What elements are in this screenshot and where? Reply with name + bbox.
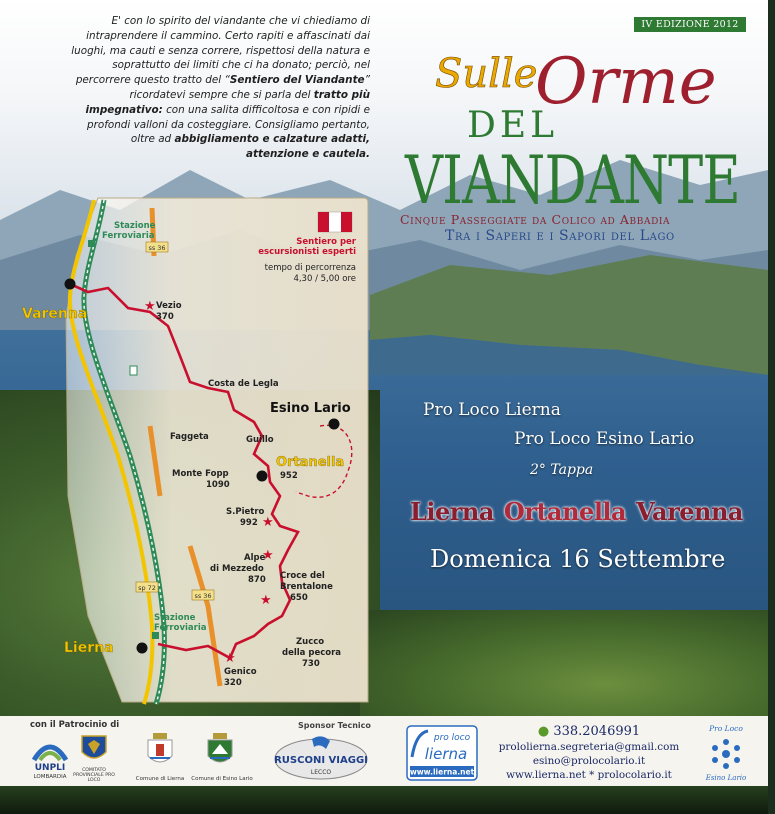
comune-lierna-label: Comune di Lierna xyxy=(135,776,185,782)
sponsor-label: Sponsor Tecnico xyxy=(298,721,371,730)
ortanella-altitude: 952 xyxy=(280,471,298,481)
faggeta-label: Faggeta xyxy=(170,432,209,442)
costa-legla-label: Costa de Legla xyxy=(208,379,279,389)
station-top-label: Stazione Ferroviaria xyxy=(102,221,156,241)
station-bottom-icon xyxy=(152,632,159,639)
route-start: Lierna xyxy=(410,497,494,526)
esino-crest-icon xyxy=(204,732,236,770)
ortanella-label: Ortanella xyxy=(276,455,345,470)
trail-map xyxy=(22,196,370,706)
varenna-label: Varenna xyxy=(22,306,88,322)
spietro-star: ★ xyxy=(262,515,274,530)
brentalone-label: Croce del Brentalone 650 xyxy=(280,571,333,603)
title-orme: Orme xyxy=(535,45,717,119)
stage-label: 2° Tappa xyxy=(530,462,594,478)
svg-text:RUSCONI VIAGGI: RUSCONI VIAGGI xyxy=(274,755,368,766)
organizer-esino: Pro Loco Esino Lario xyxy=(514,429,695,449)
intro-bold: abbigliamento e calzature adatti, attenzione e cautela. xyxy=(174,133,370,161)
route-end: Varenna xyxy=(636,497,743,526)
intro-part: ” ricordatevi sempre che si parla del xyxy=(129,74,370,101)
svg-text:www.lierna.net: www.lierna.net xyxy=(409,767,475,777)
lierna-crest-icon xyxy=(144,732,176,770)
footer-bottom-strip xyxy=(0,786,768,814)
proloco-lierna-logo xyxy=(406,725,478,781)
email-lierna[interactable]: prololierna.segreteria@gmail.com xyxy=(498,741,680,753)
lierna-marker xyxy=(137,643,148,654)
intro-part: con una salita difficoltosa e con ripidi e profondi valloni da costeggiare. Consigliamo pertanto, oltre ad xyxy=(86,103,370,146)
subtitle-walks: Cinque Passeggiate da Colico ad Abbadia xyxy=(400,212,671,227)
vezio-label: Vezio 370 xyxy=(156,301,182,322)
proloco-esino-logo xyxy=(696,722,756,784)
title-sulle: Sulle xyxy=(435,51,538,97)
patronage-label: con il Patrocinio di xyxy=(30,720,120,730)
right-forest xyxy=(360,610,768,716)
email-esino[interactable]: esino@prolocolario.it xyxy=(532,755,646,767)
svg-text:pro loco: pro loco xyxy=(433,733,471,743)
guillo-label: Guillo xyxy=(246,435,274,445)
comitato-label: COMITATO PROVINCIALE PRO LOCO xyxy=(73,768,115,783)
websites[interactable]: www.lierna.net * prolocolario.it xyxy=(506,769,672,781)
svg-text:LECCO: LECCO xyxy=(310,769,332,776)
title-del: DEL xyxy=(467,105,559,146)
flag-stripe-left xyxy=(318,212,329,232)
route-middle: Ortanella xyxy=(503,497,627,526)
phone-line[interactable] xyxy=(486,724,692,740)
intro-text xyxy=(70,14,370,162)
subtitle-tagline: Tra i Saperi e i Sapori del Lago xyxy=(445,228,675,244)
intro-bold: tratto più impegnativo: xyxy=(85,88,370,116)
spietro-label: S.Pietro 992 xyxy=(226,507,265,528)
monte-fopp-label: Monte Fopp 1090 xyxy=(172,469,230,490)
comitato-shield-icon xyxy=(80,734,108,766)
vezio-star: ★ xyxy=(144,299,156,314)
legend-time-value: 4,30 / 5,00 ore xyxy=(293,274,356,284)
lierna-label: Lierna xyxy=(64,640,114,656)
svg-text:Esino Lario: Esino Lario xyxy=(705,774,747,782)
legend-title: Sentiero per escursionisti esperti xyxy=(258,237,356,257)
route-names xyxy=(410,497,743,526)
unpli-logo xyxy=(30,736,70,772)
genico-star: ★ xyxy=(224,651,236,666)
phone-number: 338.2046991 xyxy=(553,724,641,739)
contact-info xyxy=(486,724,692,782)
comune-esino-label: Comune di Esino Lario xyxy=(191,776,253,782)
station-top-icon xyxy=(88,240,95,247)
ortanella-marker xyxy=(257,471,268,482)
ss36-bottom-label: ss 36 xyxy=(194,592,212,600)
station-bottom-label: Stazione Ferroviaria xyxy=(154,613,207,633)
legend-time-label: tempo di percorrenza xyxy=(264,263,356,273)
tunnel-icon xyxy=(130,366,137,375)
right-shore xyxy=(370,255,768,375)
phone-icon: ● xyxy=(537,724,550,739)
svg-text:Pro Loco: Pro Loco xyxy=(709,724,743,733)
unpli-subtitle: LOMBARDIA xyxy=(33,774,67,780)
ss36-top-label: ss 36 xyxy=(148,244,166,252)
organizer-lierna: Pro Loco Lierna xyxy=(423,400,561,420)
svg-text:lierna: lierna xyxy=(424,745,468,763)
esino-label: Esino Lario xyxy=(270,401,351,416)
varenna-marker xyxy=(65,279,76,290)
zucco-label: Zucco della pecora 730 xyxy=(282,637,342,669)
rusconi-viaggi-logo xyxy=(272,733,370,781)
edition-badge: IV EDIZIONE 2012 xyxy=(634,17,746,32)
flag-stripe-right xyxy=(341,212,352,232)
sp72-label: sp 72 xyxy=(138,584,156,592)
mezzedo-star: ★ xyxy=(262,548,274,563)
mezzedo-label: Alpe di Mezzedo 870 xyxy=(210,553,266,585)
esino-marker xyxy=(329,419,340,430)
brentalone-star: ★ xyxy=(260,593,272,608)
intro-part: E' con lo spirito del viandante che vi chiediamo di intraprendere il cammino. Certo rapiti e affascinati dai luoghi, ma cauti e senza correre, rispettosi della natura e soprattutto dei limiti che ci ha donato; perciò, nel percorrere questo tratto del “ xyxy=(71,15,370,87)
intro-bold: Sentiero del Viandante xyxy=(229,74,365,87)
title-viandante: VIANDANTE xyxy=(404,142,740,219)
genico-label: Genico 320 xyxy=(224,667,257,688)
svg-text:UNPLI: UNPLI xyxy=(34,763,66,773)
event-date: Domenica 16 Settembre xyxy=(430,545,726,573)
